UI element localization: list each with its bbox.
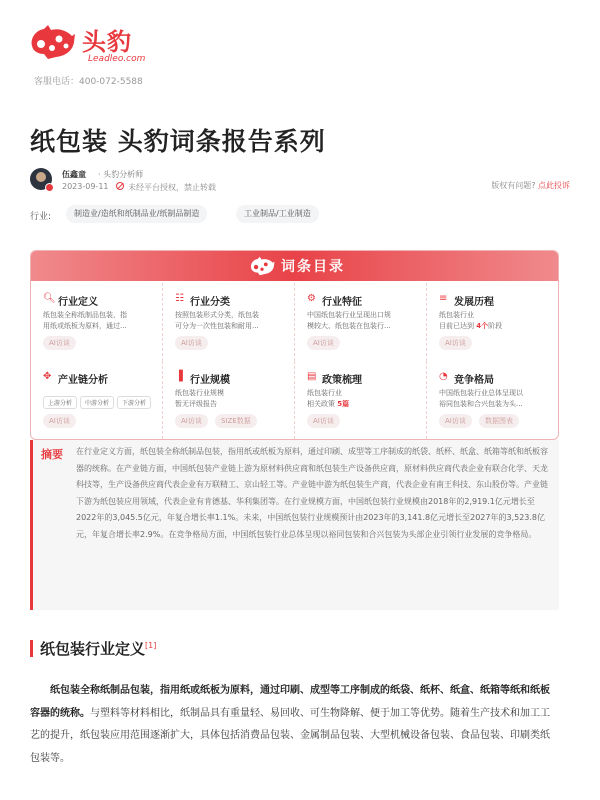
prohibited-icon [116,182,124,190]
toc-item-chain[interactable] [31,361,163,439]
chain-tag-downstream[interactable]: 下游分析 [117,396,151,409]
toc-item-desc [307,399,417,410]
toc-item-desc: 可分为一次性包装和耐用... [175,322,259,330]
desc-prefix: 目前已达到 [439,322,477,330]
customer-hotline: 客服电话：400-072-5588 [34,77,143,87]
stage-count: 4个 [476,322,489,330]
toc-item-desc: 纸包装全称纸制品包装，指 [43,311,127,319]
toc-item-title: 政策梳理 [322,375,362,386]
report-link[interactable]: 点此投诉 [538,181,570,190]
chain-icon: ✥ [43,371,52,382]
brand-name: 头豹 [82,28,132,56]
leopard-logo-icon [249,256,275,276]
toc-item-classification[interactable] [163,283,295,361]
publish-date: 2023-09-11 [62,182,109,191]
toc-item-desc: 模较大、纸包装在包装行... [307,322,391,330]
desc-suffix: 阶段 [488,322,503,330]
gear-icon: ⚙ [307,293,316,304]
toc-item-desc [439,321,549,332]
section-accent-bar [30,640,33,657]
desc-prefix: 相关政策 [307,400,338,408]
toc-item-desc: 纸包装行业 [307,389,342,397]
pie-icon: ◔ [439,371,448,382]
toc-item-desc: 中国纸包装行业总体呈现以 [439,389,523,397]
abstract-text: 在行业定义方面，纸包装全称纸制品包装，指用纸或纸板为原料，通过印刷、成型等工序制成的纸袋、纸杯、纸盒、纸箱等纸和纸板容器的统称。在产业链方面，中国纸包装产业链上游为原材料供应商和纸包装生产设备供应商，原材料供应商代表企业有联合化学、天龙科技等，生产设备供应商代表企业有万联精工、京山轻工等。产业链中游为纸包装生产商，代表企业有南王科技、东山股份等。产业链下游为纸包装应用领域，代表企业有肯德基、华利集团等。在行业规模方面，中国纸包装行业规模由2018年的2,919.1亿元增长至2022年的3,045.5亿元，年复合增长率1.1%。未来，中国纸包装行业规模预计由2023年的3,141.8亿元增长至2027年的3,523.8亿元，年复合增长率2.9%。在竞争格局方面，中国纸包装行业总体呈现以裕同包装和合兴包装为头部企业引领行业发展的竞争格局。 [76,447,548,539]
leopard-logo-icon [28,24,76,60]
ai-interview-button[interactable]: AI访谈 [439,336,472,350]
toc-item-title: 行业分类 [190,297,230,308]
ai-interview-button[interactable]: AI访谈 [307,336,340,350]
definition-rest: 与塑料等材料相比，纸制品具有重量轻、易回收、可生物降解、便于加工等优势。随着生产技术和加工工艺的提升，纸包装应用范围逐渐扩大，具体包括消费品包装、金属制品包装、大型机械设备包装、食品包装、印刷类纸包装等。 [30,707,550,764]
ai-interview-button[interactable]: AI访谈 [175,414,208,428]
toc-item-desc: 纸包装行业规模 [175,389,224,397]
toc-item-desc: 暂无评级报告 [175,400,217,408]
toc-item-history[interactable] [427,283,559,361]
abstract-label: 摘要 [41,448,63,461]
chain-tag-midstream[interactable]: 中游分析 [80,396,114,409]
author-role: · 头豹分析师 [98,170,144,179]
size-data-button[interactable]: SIZE数据 [215,414,257,428]
table-of-contents [30,250,559,440]
toc-item-scale[interactable] [163,361,295,439]
section-title [40,638,156,659]
section-title-text: 纸包装行业定义 [40,640,146,658]
ai-interview-button[interactable]: AI访谈 [43,336,76,350]
policy-icon: ▤ [307,371,317,382]
toc-item-desc: 中国纸包装行业呈现出口规 [307,311,391,319]
chain-tag-upstream[interactable]: 上游分析 [43,396,77,409]
author-name[interactable]: 伍鑫童 [62,170,86,179]
definition-bold: 纸包装全称纸制品包装，指用纸或纸板为原料，通过印刷、成型等工序制成的纸袋、纸杯、纸盒、纸箱等纸和纸板容器的统称。 [30,685,550,719]
toc-item-title: 行业特征 [322,297,362,308]
industry-tags [30,205,570,225]
toc-title: 词条目录 [281,259,345,275]
toc-item-desc: 纸包装行业 [439,311,474,319]
page-title: 纸包装 头豹词条报告系列 [30,127,326,156]
toc-item-desc: 用纸或纸板为原料，通过... [43,322,127,330]
industry-tag[interactable]: 工业制品/工业制造 [236,205,319,223]
magnifier-icon: 🔍︎ [43,293,56,304]
toc-item-competition[interactable] [427,361,559,439]
ai-interview-button[interactable]: AI访谈 [439,414,472,428]
toc-item-features[interactable] [295,283,427,361]
chain-tags [43,390,154,407]
abstract-accent-bar [30,440,33,610]
footnote-ref[interactable]: [1] [145,641,157,650]
toc-item-title: 行业定义 [58,297,98,308]
author-row [30,168,570,198]
hierarchy-icon: ☷ [175,293,184,304]
abstract-box [30,440,559,610]
ai-interview-button[interactable]: AI访谈 [43,414,76,428]
toc-item-definition[interactable] [31,283,163,361]
policy-count: 5篇 [337,400,350,408]
industry-tag[interactable]: 制造业/造纸和纸制品业/纸制品制造 [66,205,207,223]
toc-item-desc: 裕同包装和合兴包装为头... [439,400,523,408]
chart-data-button[interactable]: 数据图表 [479,414,519,428]
toc-item-title: 竞争格局 [454,375,494,386]
verified-badge-icon [45,183,54,192]
history-icon: ≡ [439,293,448,304]
toc-item-title: 行业规模 [190,375,230,386]
ai-interview-button[interactable]: AI访谈 [175,336,208,350]
toc-item-title: 发展历程 [454,297,494,308]
toc-item-policy[interactable] [295,361,427,439]
industry-label: 行业: [30,212,52,222]
toc-item-desc: 按照包装形式分类，纸包装 [175,311,259,319]
report-question: 版权有问题? [491,181,536,190]
copyright-notice: 未经平台授权，禁止转载 [128,183,216,192]
bar-chart-icon: ▐ [175,371,183,382]
definition-paragraph [30,680,558,770]
toc-header [31,251,558,281]
ai-interview-button[interactable]: AI访谈 [307,414,340,428]
copyright-report [491,180,570,191]
brand-domain: Leadleo.com [88,54,146,64]
toc-item-title: 产业链分析 [58,375,108,386]
